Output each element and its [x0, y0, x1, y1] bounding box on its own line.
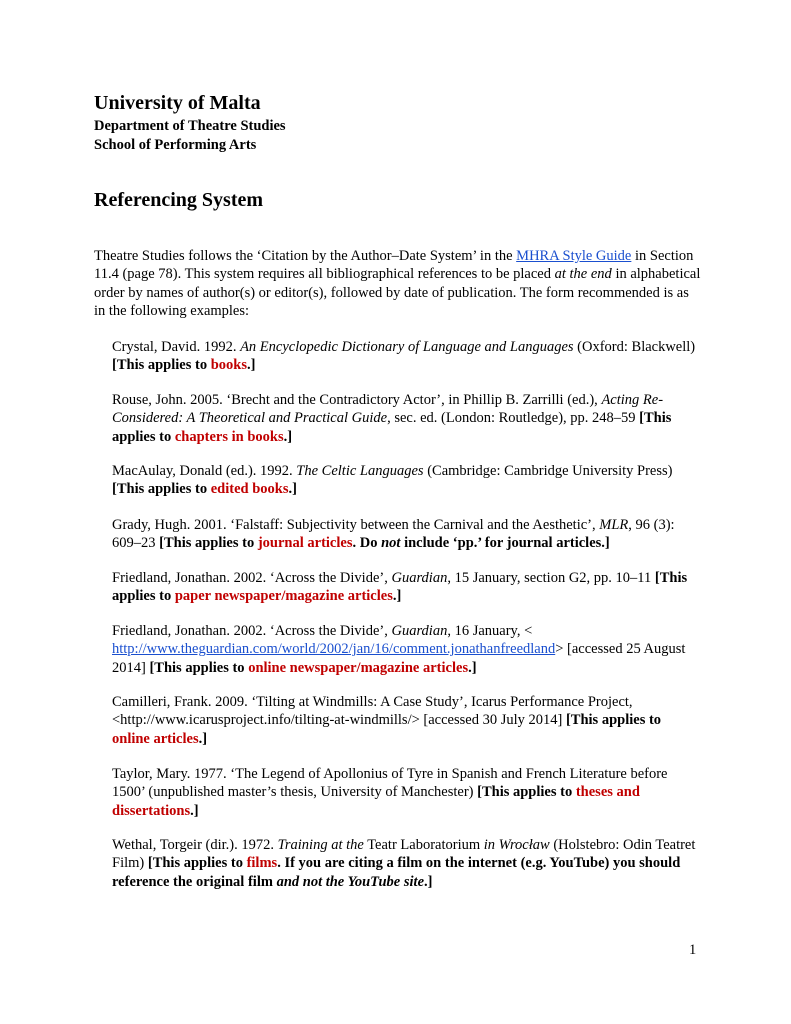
reference-online-newspaper	[112, 622, 702, 677]
ref-text: (Cambridge: Cambridge University Press)	[423, 463, 673, 479]
school-name: School of Performing Arts	[94, 137, 257, 153]
ref-note: [This applies to	[147, 855, 247, 872]
ref-title: Training at the	[277, 837, 364, 853]
ref-type: theses and dissertations	[112, 784, 640, 819]
intro-paragraph	[94, 247, 702, 320]
ref-text: Camilleri, Frank. 2009. ‘Tilting at Windmills: A Case Study’, Icarus Performance Project, <http://www.icarusproject.info/tilting-at-windmills/> [accessed 30 July 2014]	[112, 694, 633, 729]
ref-title: Guardian	[391, 570, 448, 586]
intro-text: in alphabetical order by names of author(s) or editor(s), followed by date of publication. The form recommended is as in the following examples:	[94, 266, 701, 319]
ref-type: online articles	[112, 730, 199, 747]
ref-title: The Celtic Languages	[296, 463, 424, 479]
ref-text: Friedland, Jonathan. 2002. ‘Across the Divide’,	[112, 570, 392, 586]
university-title: University of Malta	[94, 92, 261, 114]
ref-note: . Do	[352, 535, 382, 552]
reference-edited-books	[112, 462, 702, 499]
ref-title: Guardian	[391, 623, 448, 639]
ref-text: Friedland, Jonathan. 2002. ‘Across the Divide’,	[112, 623, 392, 639]
ref-type: chapters in books	[174, 428, 284, 445]
reference-theses	[112, 765, 702, 820]
ref-type: books	[210, 357, 247, 374]
ref-type: films	[246, 855, 278, 872]
ref-text: , sec. ed. (London: Routledge), pp. 248–59	[387, 410, 640, 427]
reference-journal	[112, 516, 702, 553]
ref-text: > [accessed 25 August 2014]	[112, 641, 686, 676]
ref-title: MLR	[599, 517, 629, 533]
ref-title: An Encyclopedic Dictionary of Language and Languages	[240, 339, 574, 355]
intro-emphasis: at the end	[554, 266, 612, 283]
ref-text: Grady, Hugh. 2001. ‘Falstaff: Subjectivity between the Carnival and the Aesthetic’,	[112, 517, 600, 533]
ref-note: [This applies to	[565, 712, 662, 729]
ref-note: [This applies to	[112, 410, 672, 445]
reference-online-articles	[112, 693, 702, 748]
department-name: Department of Theatre Studies	[94, 118, 286, 134]
mhra-style-guide-link[interactable]: MHRA Style Guide	[516, 248, 632, 264]
ref-note: [This applies to	[112, 570, 688, 605]
ref-note: [This applies to	[112, 357, 211, 374]
ref-note: .]	[190, 802, 199, 819]
section-heading: Referencing System	[94, 189, 264, 211]
ref-note: .]	[392, 588, 402, 605]
ref-note: .]	[424, 873, 433, 890]
ref-title: in Wrocław	[483, 837, 550, 853]
ref-text: Wethal, Torgeir (dir.). 1972.	[112, 837, 278, 853]
ref-type: online newspaper/magazine articles	[248, 659, 469, 676]
ref-note: .]	[198, 730, 208, 747]
intro-text: Theatre Studies follows the ‘Citation by the Author–Date System’ in the	[94, 248, 517, 264]
ref-text: (Holstebro: Odin Teatret Film)	[112, 837, 696, 872]
department-block	[94, 117, 286, 155]
reference-chapters	[112, 391, 702, 446]
ref-note: .]	[288, 481, 297, 498]
ref-text: , 15 January, section G2, pp. 10–11	[447, 570, 655, 586]
ref-text: (Oxford: Blackwell)	[573, 339, 696, 355]
ref-title: Acting Re-Considered: A Theoretical and Practical Guide	[112, 392, 664, 427]
ref-emphasis: and not the YouTube site	[276, 873, 425, 890]
ref-text: Rouse, John. 2005. ‘Brecht and the Contradictory Actor’, in Phillip B. Zarrilli (ed.),	[112, 392, 602, 408]
ref-note: [This applies to	[149, 659, 249, 676]
ref-text: MacAulay, Donald (ed.). 1992.	[112, 463, 297, 479]
ref-text: , 96 (3): 609–23	[112, 517, 675, 552]
ref-text: Taylor, Mary. 1977. ‘The Legend of Apollonius of Tyre in Spanish and French Literature before 1500’ (unpublished master’s thesis, University of Manchester)	[112, 766, 668, 801]
ref-note: . If you are citing a film on the internet (e.g. YouTube) you should reference the original film	[112, 855, 681, 890]
reference-books	[112, 338, 702, 375]
ref-note: [This applies to	[477, 784, 576, 801]
page-number: 1	[689, 942, 697, 958]
reference-newspaper	[112, 569, 702, 606]
ref-note: [This applies to	[159, 535, 258, 552]
guardian-url-link[interactable]: http://www.theguardian.com/world/2002/jan/16/comment.jonathanfreedland	[112, 641, 556, 658]
ref-text: Teatr Laboratorium	[363, 837, 484, 853]
ref-emphasis: not	[381, 535, 401, 552]
ref-note: .]	[468, 659, 477, 676]
ref-note: include ‘pp.’ for journal articles.]	[400, 535, 610, 552]
ref-note: .]	[283, 428, 293, 445]
reference-films	[112, 836, 702, 891]
intro-text: in Section 11.4 (page 78). This system requires all bibliographical references to be placed	[94, 248, 694, 283]
ref-note: .]	[247, 357, 256, 374]
ref-type: paper newspaper/magazine articles	[174, 588, 393, 605]
ref-text: Crystal, David. 1992.	[112, 339, 241, 355]
ref-note: [This applies to	[112, 481, 211, 498]
ref-text: , 16 January, <	[447, 623, 533, 639]
ref-type: edited books	[210, 481, 289, 498]
ref-type: journal articles	[257, 535, 353, 552]
